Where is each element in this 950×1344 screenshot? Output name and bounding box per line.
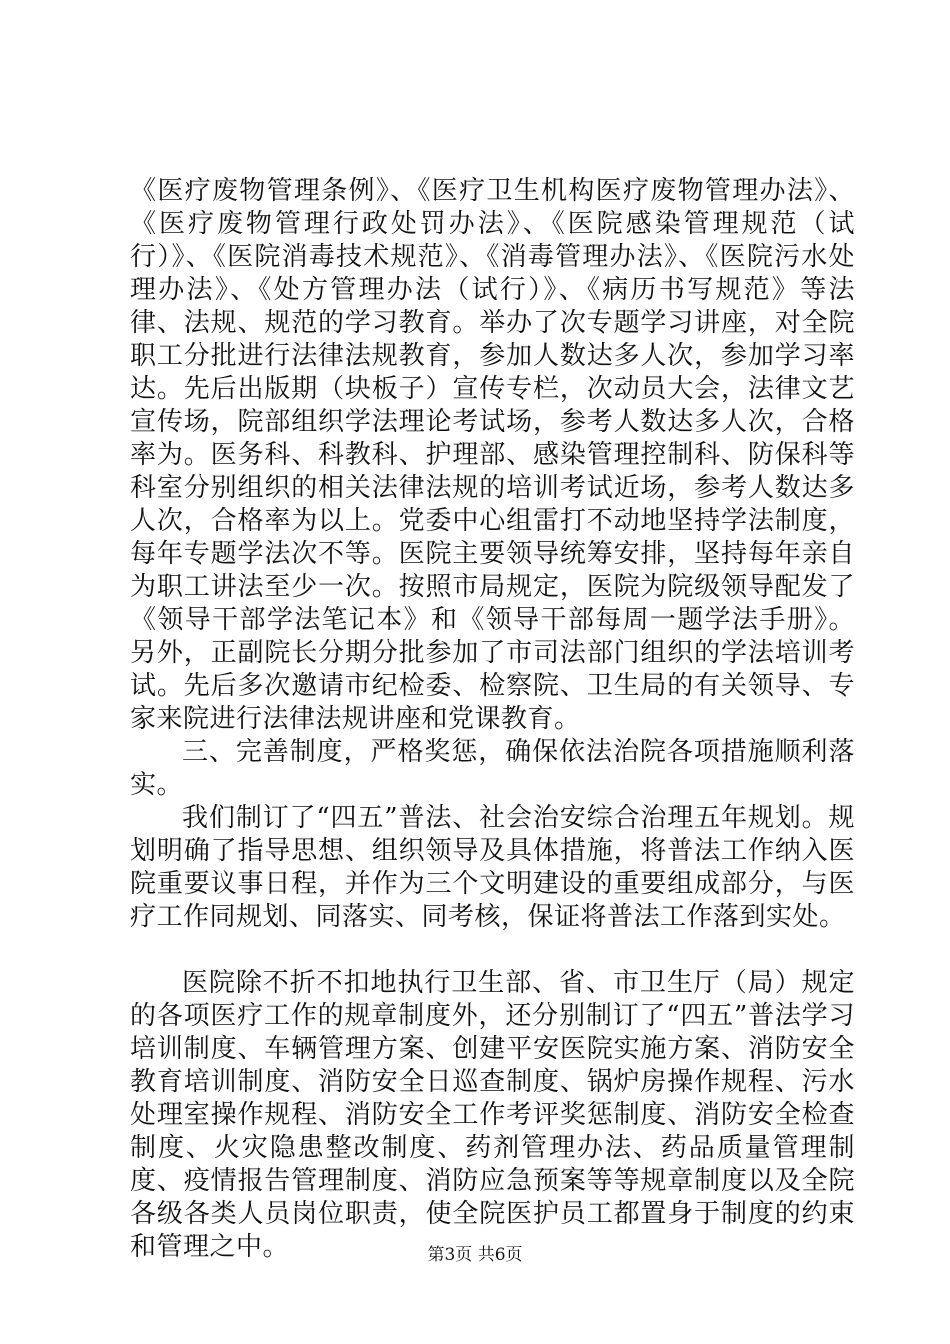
paragraph-law-study: 《医疗废物管理条例》、《医疗卫生机构医疗废物管理办法》、《医疗废物管理行政处罚办法》、《医院感染管理规范（试行）》、《医院消毒技术规范》、《消毒管理办法》、《医院污水处理办法》、《处方管理办法（试行）》、《病历书写规范》等法律、法规、规范的学习教育。举办了次专题学习讲座，对全院职工分批进行法律法规教育，参加人数达多人次，参加学习率达。先后出版期（块板子）宣传专栏，次动员大会，法律文艺宣传场，院部组织学法理论考试场，参考人数达多人次，合格率为。医务科、科教科、护理部、感染管理控制科、防保科等科室分别组织的相关法律法规的培训考试近场，参考人数达多人次，合格率为以上。党委中心组雷打不动地坚持学法制度，每年专题学法次不等。医院主要领导统筹安排，坚持每年亲自为职工讲法至少一次。按照市局规定，医院为院级领导配发了《领导干部学法笔记本》和《领导干部每周一题学法手册》。另外，正副院长分期分批参加了市司法部门组织的学法培训考试。先后多次邀请市纪检委、检察院、卫生局的有关领导、专家来院进行法律法规讲座和党课教育。	[130, 176, 855, 734]
page-number-footer: 第3页 共6页	[427, 1245, 523, 1265]
section-heading-three: 三、完善制度，严格奖惩，确保依法治院各项措施顺利落实。	[130, 737, 855, 800]
document-body	[130, 175, 855, 1264]
paragraph-five-year-plan: 我们制订了“四五”普法、社会治安综合治理五年规划。规划明确了指导思想、组织领导及具体措施，将普法工作纳入医院重要议事日程，并作为三个文明建设的重要组成部分，与医疗工作同规划、同落实、同考核，保证将普法工作落到实处。	[130, 803, 855, 932]
paragraph-regulations: 医院除不折不扣地执行卫生部、省、市卫生厅（局）规定的各项医疗工作的规章制度外，还分别制订了“四五”普法学习培训制度、车辆管理方案、创建平安医院实施方案、消防安全教育培训制度、消防安全日巡查制度、锅炉房操作规程、污水处理室操作规程、消防安全工作考评奖惩制度、消防安全检查制度、火灾隐患整改制度、药剂管理办法、药品质量管理制度、疫情报告管理制度、消防应急预案等等规章制度以及全院各级各类人员岗位职责，使全院医护员工都置身于制度的约束和管理之中。	[130, 968, 855, 1262]
